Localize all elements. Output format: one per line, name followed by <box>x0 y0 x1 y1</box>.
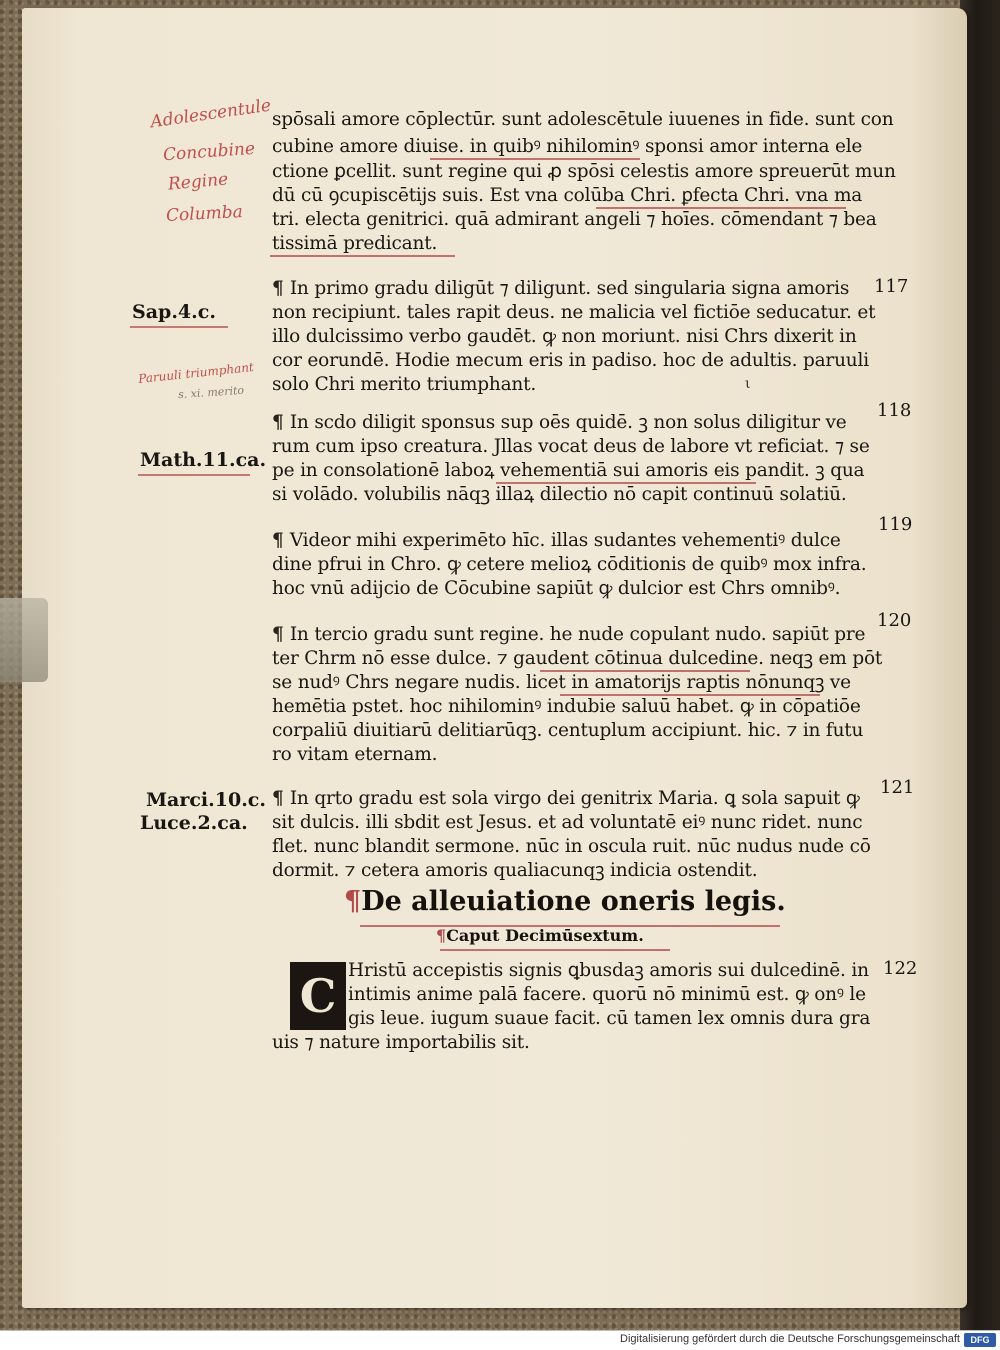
text-line: ter Chrm nō esse dulce. ⁊ gaudent cōtinua dulcedine. neqꝫ em pōt <box>272 648 883 669</box>
red-underline <box>430 158 640 160</box>
chapter-subheading <box>436 926 644 945</box>
text-line: tissimā predicant. <box>272 233 438 254</box>
pilcrow-icon: ¶ <box>272 624 290 645</box>
chapter-heading <box>344 886 786 917</box>
text-line: tri. electa genitrici. quā admirant angeli ⁊ hoīes. cōmendant ⁊ bea <box>272 209 877 230</box>
chapter-subheading-text: Caput Decimūsextum. <box>446 926 644 945</box>
text-line: dormit. ⁊ cetera amoris qualiacunqꝫ indicia ostendit. <box>272 860 758 881</box>
red-annotation: Columba <box>165 202 244 226</box>
page-clasp <box>0 598 48 682</box>
text-line <box>272 276 849 302</box>
section-number: 117 <box>874 276 909 297</box>
section-number: 121 <box>880 777 915 798</box>
text-line: dū cū ꝯcupiscētijs suis. Est vna colūba Chri. ꝑfecta Chri. vna ma <box>272 185 863 206</box>
text-line: spōsali amore cōplectūr. sunt adolescētule iuuenes in fide. sunt con <box>272 109 894 130</box>
text-line: hoc vnū adijcio de Cōcubine sapiūt ꝙ dulcior est Chrs omnibꝰ. <box>272 578 841 599</box>
text-span: Videor mihi experimēto hīc. illas sudantes vehementiꝰ dulce <box>289 530 841 551</box>
footer-bar <box>0 1330 1000 1350</box>
text-line: intimis anime palā facere. quorū nō minimū est. ꝙ onꝰ le <box>348 984 866 1005</box>
text-line <box>272 410 847 436</box>
text-line: dine pfrui in Chro. ꝙ cetere melioꝝ cōditionis de quibꝰ mox infra. <box>272 554 867 575</box>
text-line: cor eorundē. Hodie mecum eris in padiso. hoc de adultis. paruuli <box>272 350 869 371</box>
text-span: In qrto gradu est sola virgo dei genitrix Maria. ꝗ sola sapuit ꝙ <box>289 788 860 809</box>
section-number: 118 <box>877 400 912 421</box>
red-underline <box>540 670 750 672</box>
red-annotation: Concubine <box>162 138 256 166</box>
text-line: rum cum ipso creatura. Jllas vocat deus de labore vt reficiat. ⁊ se <box>272 436 870 457</box>
side-note-luce: Luce.2.ca. <box>140 812 248 834</box>
side-note-sap: Sap.4.c. <box>132 301 216 323</box>
text-span: In scdo diligit sponsus sup oēs quidē. ꝫ non solus diligitur ve <box>289 412 847 433</box>
pilcrow-icon: ¶ <box>272 278 290 299</box>
section-number: 119 <box>878 514 913 535</box>
pilcrow-icon: ¶ <box>272 530 290 551</box>
red-annotation: s. xi. merito <box>177 383 245 402</box>
text-line: si volādo. volubilis nāqꝫ illaꝝ dilectio nō capit continuū solatiū. <box>272 484 847 505</box>
red-underline <box>596 207 846 209</box>
text-line: flet. nunc blandit sermone. nūc in oscula ruit. nūc nudus nude cō <box>272 836 871 857</box>
text-line: uis ⁊ nature importabilis sit. <box>272 1032 530 1053</box>
text-line: solo Chri merito triumphant. <box>272 374 537 395</box>
red-underline <box>560 694 820 696</box>
pilcrow-icon: ¶ <box>272 788 290 809</box>
text-line <box>272 622 865 648</box>
red-underline <box>270 255 455 257</box>
text-line: non recipiunt. tales rapit deus. ne malicia vel fictiōe seducatur. et <box>272 302 876 323</box>
red-underline <box>440 949 670 951</box>
text-line: ro vitam eternam. <box>272 744 438 765</box>
text-line: ctione ꝑcellit. sunt regine qui ꝓ spōsi celestis amore spreuerūt mun <box>272 161 896 182</box>
text-line: Hristū accepistis signis ꝗbusdaꝫ amoris sui dulcedinē. in <box>348 960 869 981</box>
text-line: corpaliū diuitiarū delitiarūqꝫ. centuplum accipiunt. hic. ⁊ in futu <box>272 720 864 741</box>
text-line: gis leue. iugum suaue facit. cū tamen lex omnis dura gra <box>348 1008 871 1029</box>
text-line: hemētia pstet. hoc nihilominꝰ indubie saluū habet. ꝙ in cōpatiōe <box>272 696 861 717</box>
red-annotation: Regine <box>167 169 229 195</box>
pilcrow-icon: ¶ <box>436 926 447 945</box>
stray-mark: ι <box>745 376 751 392</box>
red-annotation: Paruuli triumphant <box>137 359 255 387</box>
red-underline <box>496 482 756 484</box>
side-note-underline <box>138 474 250 476</box>
section-number: 120 <box>877 610 912 631</box>
text-line <box>272 786 860 812</box>
pilcrow-icon: ¶ <box>344 886 362 917</box>
side-note-underline <box>130 326 228 328</box>
footer-credit: Digitalisierung gefördert durch die Deutsche Forschungsgemeinschaft <box>620 1333 960 1345</box>
text-line: illo dulcissimo verbo gaudēt. ꝙ non moriunt. nisi Chrs dixerit in <box>272 326 857 347</box>
dfg-logo: DFG <box>964 1333 996 1347</box>
chapter-heading-text: De alleuiatione oneris legis. <box>361 886 786 917</box>
text-line <box>272 528 841 554</box>
red-annotation: Adolescentule <box>149 95 273 133</box>
section-number: 122 <box>883 958 918 979</box>
drop-initial: C <box>290 962 346 1030</box>
text-line: sit dulcis. illi sbdit est Jesus. et ad voluntatē eiꝰ nunc ridet. nunc <box>272 812 863 833</box>
text-line: pe in consolationē laboꝝ vehementiā sui amoris eis pandit. ꝫ qua <box>272 460 865 481</box>
text-span: In primo gradu diligūt ⁊ diligunt. sed singularia signa amoris <box>289 278 850 299</box>
side-note-math: Math.11.ca. <box>140 449 267 471</box>
side-note-marci: Marci.10.c. <box>146 789 266 811</box>
text-line: se nudꝰ Chrs negare nudis. licet in amatorijs raptis nōnunqꝫ ve <box>272 672 851 693</box>
text-span: In tercio gradu sunt regine. he nude copulant nudo. sapiūt pre <box>289 624 866 645</box>
pilcrow-icon: ¶ <box>272 412 290 433</box>
text-line: cubine amore diuise. in quibꝰ nihilominꝰ sponsi amor interna ele <box>272 136 863 157</box>
